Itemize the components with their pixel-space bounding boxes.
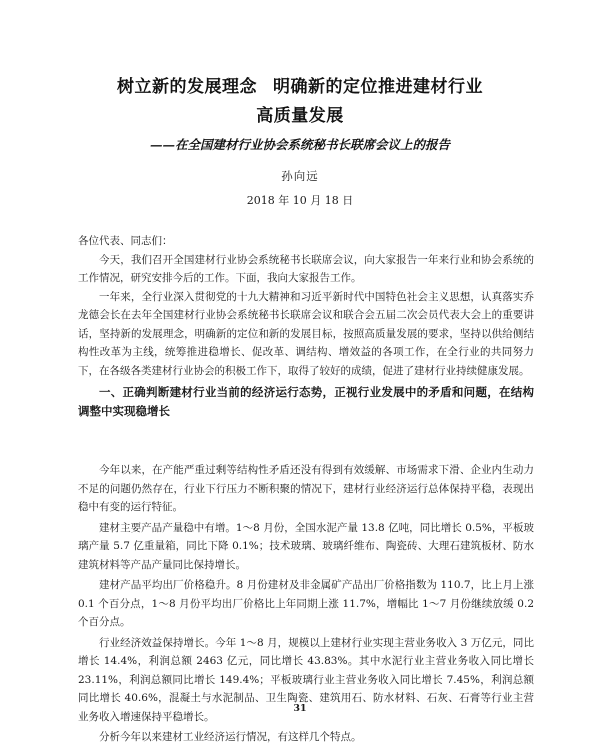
document-subtitle: ——在全国建材行业协会系统秘书长联席会议上的报告	[149, 137, 450, 152]
paragraph: 分析今年以来建材工业经济运行情况，有这样几个特点。	[99, 731, 362, 743]
section-heading: 一、正确判断建材行业当前的经济运行态势，正视行业发展中的矛盾和问题，在结构调整中实现稳增长	[78, 385, 534, 418]
paragraph: 一年来，全行业深入贯彻党的十九大精神和习近平新时代中国特色社会主义思想，认真落实乔龙德会长在去年全国建材行业协会系统秘书长联席会议和联合会五届二次会员代表大会上的重要讲话，坚持新的发展理念，明确新的定位和新的发展目标，按照高质量发展的要求，坚持以供给侧结构性改革为主线，统筹推进稳增长、促改革、调结构、增效益的各项工作，在全行业的共同努力下，在各级各类建材行业协会的积极工作下，取得了较好的成绩，促进了建材行业持续健康发展。	[78, 290, 534, 377]
greeting: 各位代表、同志们：	[78, 235, 173, 247]
paragraph: 行业经济效益保持增长。今年 1～8 月，规模以上建材行业实现主营业务收入 3 万亿元，同比增长 14.4%，利润总额 2463 亿元，同比增长 43.83%。其中水泥行业主营业务收入同比增长 23.11%，利润总额同比增长 149.4%；平板玻璃行业主营业务收入同比增长 7.45%，利润总额同比增长 40.6%，混凝土与水泥制品、卫生陶瓷、建筑用石、防水材料、石灰、石膏等行业主营业务收入增速保持平稳增长。	[78, 636, 534, 723]
page-number: 31	[293, 703, 307, 714]
paragraph: 今天，我们召开全国建材行业协会系统秘书长联席会议，向大家报告一年来行业和协会系统的工作情况，研究安排今后的工作。下面，我向大家报告工作。	[78, 253, 534, 284]
paragraph: 建材主要产品产量稳中有增。1～8 月份，全国水泥产量 13.8 亿吨，同比增长 0.5%，平板玻璃产量 5.7 亿重量箱，同比下降 0.1%；技术玻璃、玻璃纤维布、陶瓷砖、大理石建筑板材、防水建筑材料等产品产量同比保持增长。	[78, 521, 534, 571]
report-date: 2018 年 10 月 18 日	[246, 194, 354, 207]
document-title-line1	[0, 72, 600, 97]
author-name: 孙向远	[281, 169, 319, 183]
paragraph: 建材产品平均出厂价格稳升。8 月份建材及非金属矿产品出厂价格指数为 110.7，比上月上涨 0.1 个百分点，1～8 月份平均出厂价格比上年同期上涨 11.7%，增幅比 1～7 月份继续放缓 0.2 个百分点。	[78, 579, 534, 628]
title-part2: 明确新的定位推进建材行业	[273, 77, 483, 97]
body-intro	[78, 232, 534, 427]
title-part1: 树立新的发展理念	[117, 77, 257, 97]
paragraph: 今年以来，在产能严重过剩等结构性矛盾还没有得到有效缓解、市场需求下滑、企业内生动力不足的问题仍然存在，行业下行压力不断积聚的情况下，建材行业经济运行总体保持平稳，表现出稳中有变的运行特征。	[78, 464, 534, 513]
document-title-line2: 高质量发展	[256, 106, 344, 126]
